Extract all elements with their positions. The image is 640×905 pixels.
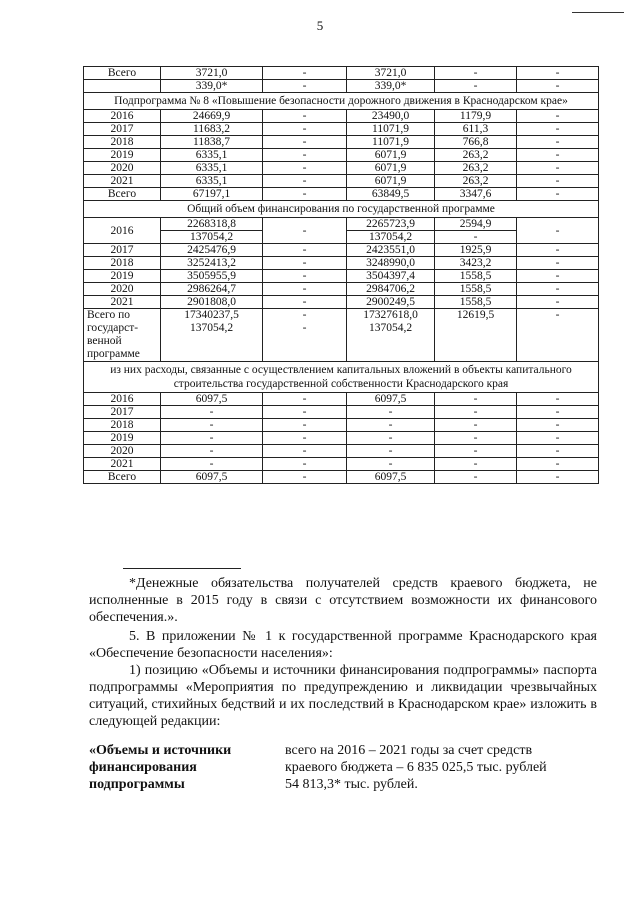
table-row xyxy=(84,123,599,136)
table-cell: - xyxy=(517,67,599,80)
definition-body-line: 54 813,3* тыс. рублей. xyxy=(285,777,418,792)
table-cell: 2016 xyxy=(84,218,161,244)
table-cell xyxy=(161,309,263,362)
table-cell: 6097,5 xyxy=(347,393,435,406)
table-cell: - xyxy=(161,458,263,471)
table-cell: 2986264,7 xyxy=(161,283,263,296)
table-cell: 1925,9 xyxy=(435,244,517,257)
table-cell: 11071,9 xyxy=(347,136,435,149)
table-row xyxy=(84,67,599,80)
table-cell: - xyxy=(517,80,599,93)
footnote-rule xyxy=(123,568,241,569)
table-cell: 2017 xyxy=(84,406,161,419)
table-cell xyxy=(435,309,517,362)
table-row xyxy=(84,257,599,270)
cell-line: - xyxy=(302,322,307,334)
table-cell: 2901808,0 xyxy=(161,296,263,309)
table-row xyxy=(84,80,599,93)
table-row xyxy=(84,188,599,201)
table-cell: 2016 xyxy=(84,110,161,123)
table-cell: 2018 xyxy=(84,257,161,270)
table-cell: - xyxy=(517,445,599,458)
table-cell: 2594,9 xyxy=(435,218,517,231)
cell-line: 137054,2 xyxy=(189,322,234,334)
cell-line: 137054,2 xyxy=(368,322,413,334)
table-cell: 11683,2 xyxy=(161,123,263,136)
table-cell: - xyxy=(263,162,347,175)
table-cell: 1558,5 xyxy=(435,296,517,309)
definition-term-line: финансирования xyxy=(89,760,197,775)
table-cell: - xyxy=(517,432,599,445)
table-cell: 6097,5 xyxy=(161,471,263,484)
table-cell: 1558,5 xyxy=(435,283,517,296)
table-cell: - xyxy=(517,218,599,244)
table-cell: 6071,9 xyxy=(347,149,435,162)
table-cell: - xyxy=(263,283,347,296)
table-cell: - xyxy=(263,296,347,309)
table-cell: 3423,2 xyxy=(435,257,517,270)
table-cell: 339,0* xyxy=(161,80,263,93)
table-cell: 6335,1 xyxy=(161,162,263,175)
table-cell: Подпрограмма № 8 «Повышение безопасности дорожного движения в Краснодарском крае» xyxy=(84,93,599,110)
definition-term-line: «Объемы и источники xyxy=(89,743,232,758)
table-cell: 11071,9 xyxy=(347,123,435,136)
table-cell: - xyxy=(517,406,599,419)
table-cell: 63849,5 xyxy=(347,188,435,201)
table-cell: - xyxy=(435,471,517,484)
table-cell: - xyxy=(517,175,599,188)
table-row xyxy=(84,110,599,123)
definition-term xyxy=(89,742,279,793)
table-cell: 2017 xyxy=(84,123,161,136)
table-cell xyxy=(517,309,599,362)
table-cell: 3347,6 xyxy=(435,188,517,201)
table-cell: - xyxy=(517,123,599,136)
table-cell: 2268318,8 xyxy=(161,218,263,231)
table-row xyxy=(84,149,599,162)
table-cell: 3721,0 xyxy=(161,67,263,80)
section-row xyxy=(84,201,599,218)
table-cell: - xyxy=(517,136,599,149)
table-cell: - xyxy=(263,218,347,244)
table-cell: - xyxy=(263,244,347,257)
table-cell: - xyxy=(263,80,347,93)
table-cell: 3504397,4 xyxy=(347,270,435,283)
table-cell: - xyxy=(263,406,347,419)
table-row xyxy=(84,162,599,175)
table-cell: 2016 xyxy=(84,393,161,406)
table-cell: - xyxy=(517,458,599,471)
table-cell: - xyxy=(517,270,599,283)
table-cell: 6071,9 xyxy=(347,162,435,175)
table-cell: 2265723,9 xyxy=(347,218,435,231)
table-cell: - xyxy=(435,393,517,406)
table-cell: 3721,0 xyxy=(347,67,435,80)
table-cell: - xyxy=(435,80,517,93)
table-cell: - xyxy=(263,471,347,484)
cell-line: - xyxy=(555,309,560,321)
table-cell: 766,8 xyxy=(435,136,517,149)
table-cell: Общий объем финансирования по государственной программе xyxy=(84,201,599,218)
table-cell: 1558,5 xyxy=(435,270,517,283)
table-cell: 2900249,5 xyxy=(347,296,435,309)
table-cell: - xyxy=(435,432,517,445)
table-cell: - xyxy=(517,244,599,257)
table-cell: 2018 xyxy=(84,419,161,432)
table-cell: - xyxy=(517,283,599,296)
table-cell: из них расходы, связанные с осуществлением капитальных вложений в объекты капитального строительства государственной собственности Краснодарского края xyxy=(84,362,599,393)
table-cell: - xyxy=(263,270,347,283)
table-cell: - xyxy=(517,110,599,123)
table-row xyxy=(84,406,599,419)
table-cell: - xyxy=(347,432,435,445)
table-cell xyxy=(263,309,347,362)
table-cell: 2425476,9 xyxy=(161,244,263,257)
table-cell: - xyxy=(161,445,263,458)
table-cell: 263,2 xyxy=(435,149,517,162)
table-cell: - xyxy=(517,419,599,432)
table-row xyxy=(84,270,599,283)
table-cell: 611,3 xyxy=(435,123,517,136)
table-cell: 3252413,2 xyxy=(161,257,263,270)
definition-body-line: краевого бюджета – 6 835 025,5 тыс. рублей xyxy=(285,760,547,775)
table-cell: 2021 xyxy=(84,458,161,471)
footnote-text: *Денежные обязательства получателей средств краевого бюджета, не исполненные в 2015 году в связи с отсутствием возможности их финансового обеспечения.». xyxy=(89,576,597,625)
table-cell: - xyxy=(263,188,347,201)
table-cell: - xyxy=(435,458,517,471)
table-cell: 6335,1 xyxy=(161,175,263,188)
table-cell: 2984706,2 xyxy=(347,283,435,296)
section-row xyxy=(84,362,599,393)
table-cell: - xyxy=(161,432,263,445)
table-cell: - xyxy=(263,393,347,406)
table-cell: 6335,1 xyxy=(161,149,263,162)
table-cell: - xyxy=(517,296,599,309)
table-row xyxy=(84,419,599,432)
table-cell: 2021 xyxy=(84,175,161,188)
paragraph-5: 5. В приложении № 1 к государственной программе Краснодарского края «Обеспечение безопасности населения»: xyxy=(89,629,597,661)
table-cell: 6097,5 xyxy=(161,393,263,406)
table-cell: - xyxy=(161,419,263,432)
table-cell: Всего по государст-венной программе xyxy=(84,309,161,362)
cell-line: 17327618,0 xyxy=(363,309,418,321)
table-cell: - xyxy=(517,188,599,201)
table-cell: - xyxy=(263,445,347,458)
definition-body xyxy=(285,742,595,793)
table-cell: 3248990,0 xyxy=(347,257,435,270)
table-cell: 6071,9 xyxy=(347,175,435,188)
table-cell: 2017 xyxy=(84,244,161,257)
table-row xyxy=(84,283,599,296)
table-cell: - xyxy=(263,149,347,162)
table-cell: - xyxy=(347,419,435,432)
table-cell: - xyxy=(517,471,599,484)
table-cell: - xyxy=(435,406,517,419)
table-row xyxy=(84,432,599,445)
table-cell: 2021 xyxy=(84,296,161,309)
table-cell: - xyxy=(435,67,517,80)
table-row xyxy=(84,175,599,188)
table-cell: 2019 xyxy=(84,270,161,283)
definition-term-line: подпрограммы xyxy=(89,777,185,792)
table-cell xyxy=(347,309,435,362)
page-number: 5 xyxy=(316,18,324,33)
table-cell: 137054,2 xyxy=(347,231,435,244)
table-cell: Всего xyxy=(84,471,161,484)
table-row xyxy=(84,458,599,471)
table-cell: - xyxy=(517,162,599,175)
table-cell: 3505955,9 xyxy=(161,270,263,283)
table-cell: - xyxy=(517,257,599,270)
cell-line: 12619,5 xyxy=(456,309,495,321)
table-cell: - xyxy=(263,136,347,149)
table-row xyxy=(84,309,599,362)
table-row xyxy=(84,244,599,257)
table-cell: - xyxy=(263,110,347,123)
table-cell xyxy=(84,80,161,93)
table-cell: - xyxy=(263,175,347,188)
table-cell: - xyxy=(263,123,347,136)
table-row xyxy=(84,471,599,484)
table-cell: 23490,0 xyxy=(347,110,435,123)
section-row xyxy=(84,93,599,110)
table-cell: 263,2 xyxy=(435,162,517,175)
table-cell: 24669,9 xyxy=(161,110,263,123)
cell-line: 17340237,5 xyxy=(184,309,239,321)
table-cell: - xyxy=(347,458,435,471)
table-cell: Всего xyxy=(84,188,161,201)
definition-body-line: всего на 2016 – 2021 годы за счет средств xyxy=(285,743,533,758)
table-cell: - xyxy=(435,419,517,432)
table-cell: - xyxy=(517,149,599,162)
table-cell: 137054,2 xyxy=(161,231,263,244)
table-cell: - xyxy=(435,445,517,458)
table-cell: 2020 xyxy=(84,445,161,458)
table-cell: 2020 xyxy=(84,283,161,296)
table-row xyxy=(84,393,599,406)
table-cell: 11838,7 xyxy=(161,136,263,149)
top-right-rule xyxy=(572,12,624,13)
table-cell: 2423551,0 xyxy=(347,244,435,257)
financing-table xyxy=(83,66,599,484)
table-cell: - xyxy=(435,231,517,244)
table-cell: 2019 xyxy=(84,432,161,445)
table-cell: - xyxy=(347,406,435,419)
table-row xyxy=(84,136,599,149)
table-cell: 339,0* xyxy=(347,80,435,93)
table-cell: - xyxy=(263,432,347,445)
table-cell: - xyxy=(263,67,347,80)
table-cell: - xyxy=(263,458,347,471)
table-cell: 67197,1 xyxy=(161,188,263,201)
table-cell: 2018 xyxy=(84,136,161,149)
table-cell: - xyxy=(347,445,435,458)
table-cell: 263,2 xyxy=(435,175,517,188)
table-row xyxy=(84,218,599,231)
table-cell: 6097,5 xyxy=(347,471,435,484)
table-cell: - xyxy=(517,393,599,406)
table-cell: 1179,9 xyxy=(435,110,517,123)
table-row xyxy=(84,296,599,309)
table-row xyxy=(84,445,599,458)
table-cell: - xyxy=(263,419,347,432)
table-cell: 2019 xyxy=(84,149,161,162)
table-cell: - xyxy=(161,406,263,419)
cell-line: - xyxy=(302,309,307,321)
table-cell: 2020 xyxy=(84,162,161,175)
table-cell: - xyxy=(263,257,347,270)
table-cell: Всего xyxy=(84,67,161,80)
paragraph-1: 1) позицию «Объемы и источники финансирования подпрограммы» паспорта подпрограммы «Мероприятия по предупреждению и ликвидации чрезвычайных ситуаций, стихийных бедствий и их последствий в Краснодарском крае» изложить в следующей редакции: xyxy=(89,663,597,729)
